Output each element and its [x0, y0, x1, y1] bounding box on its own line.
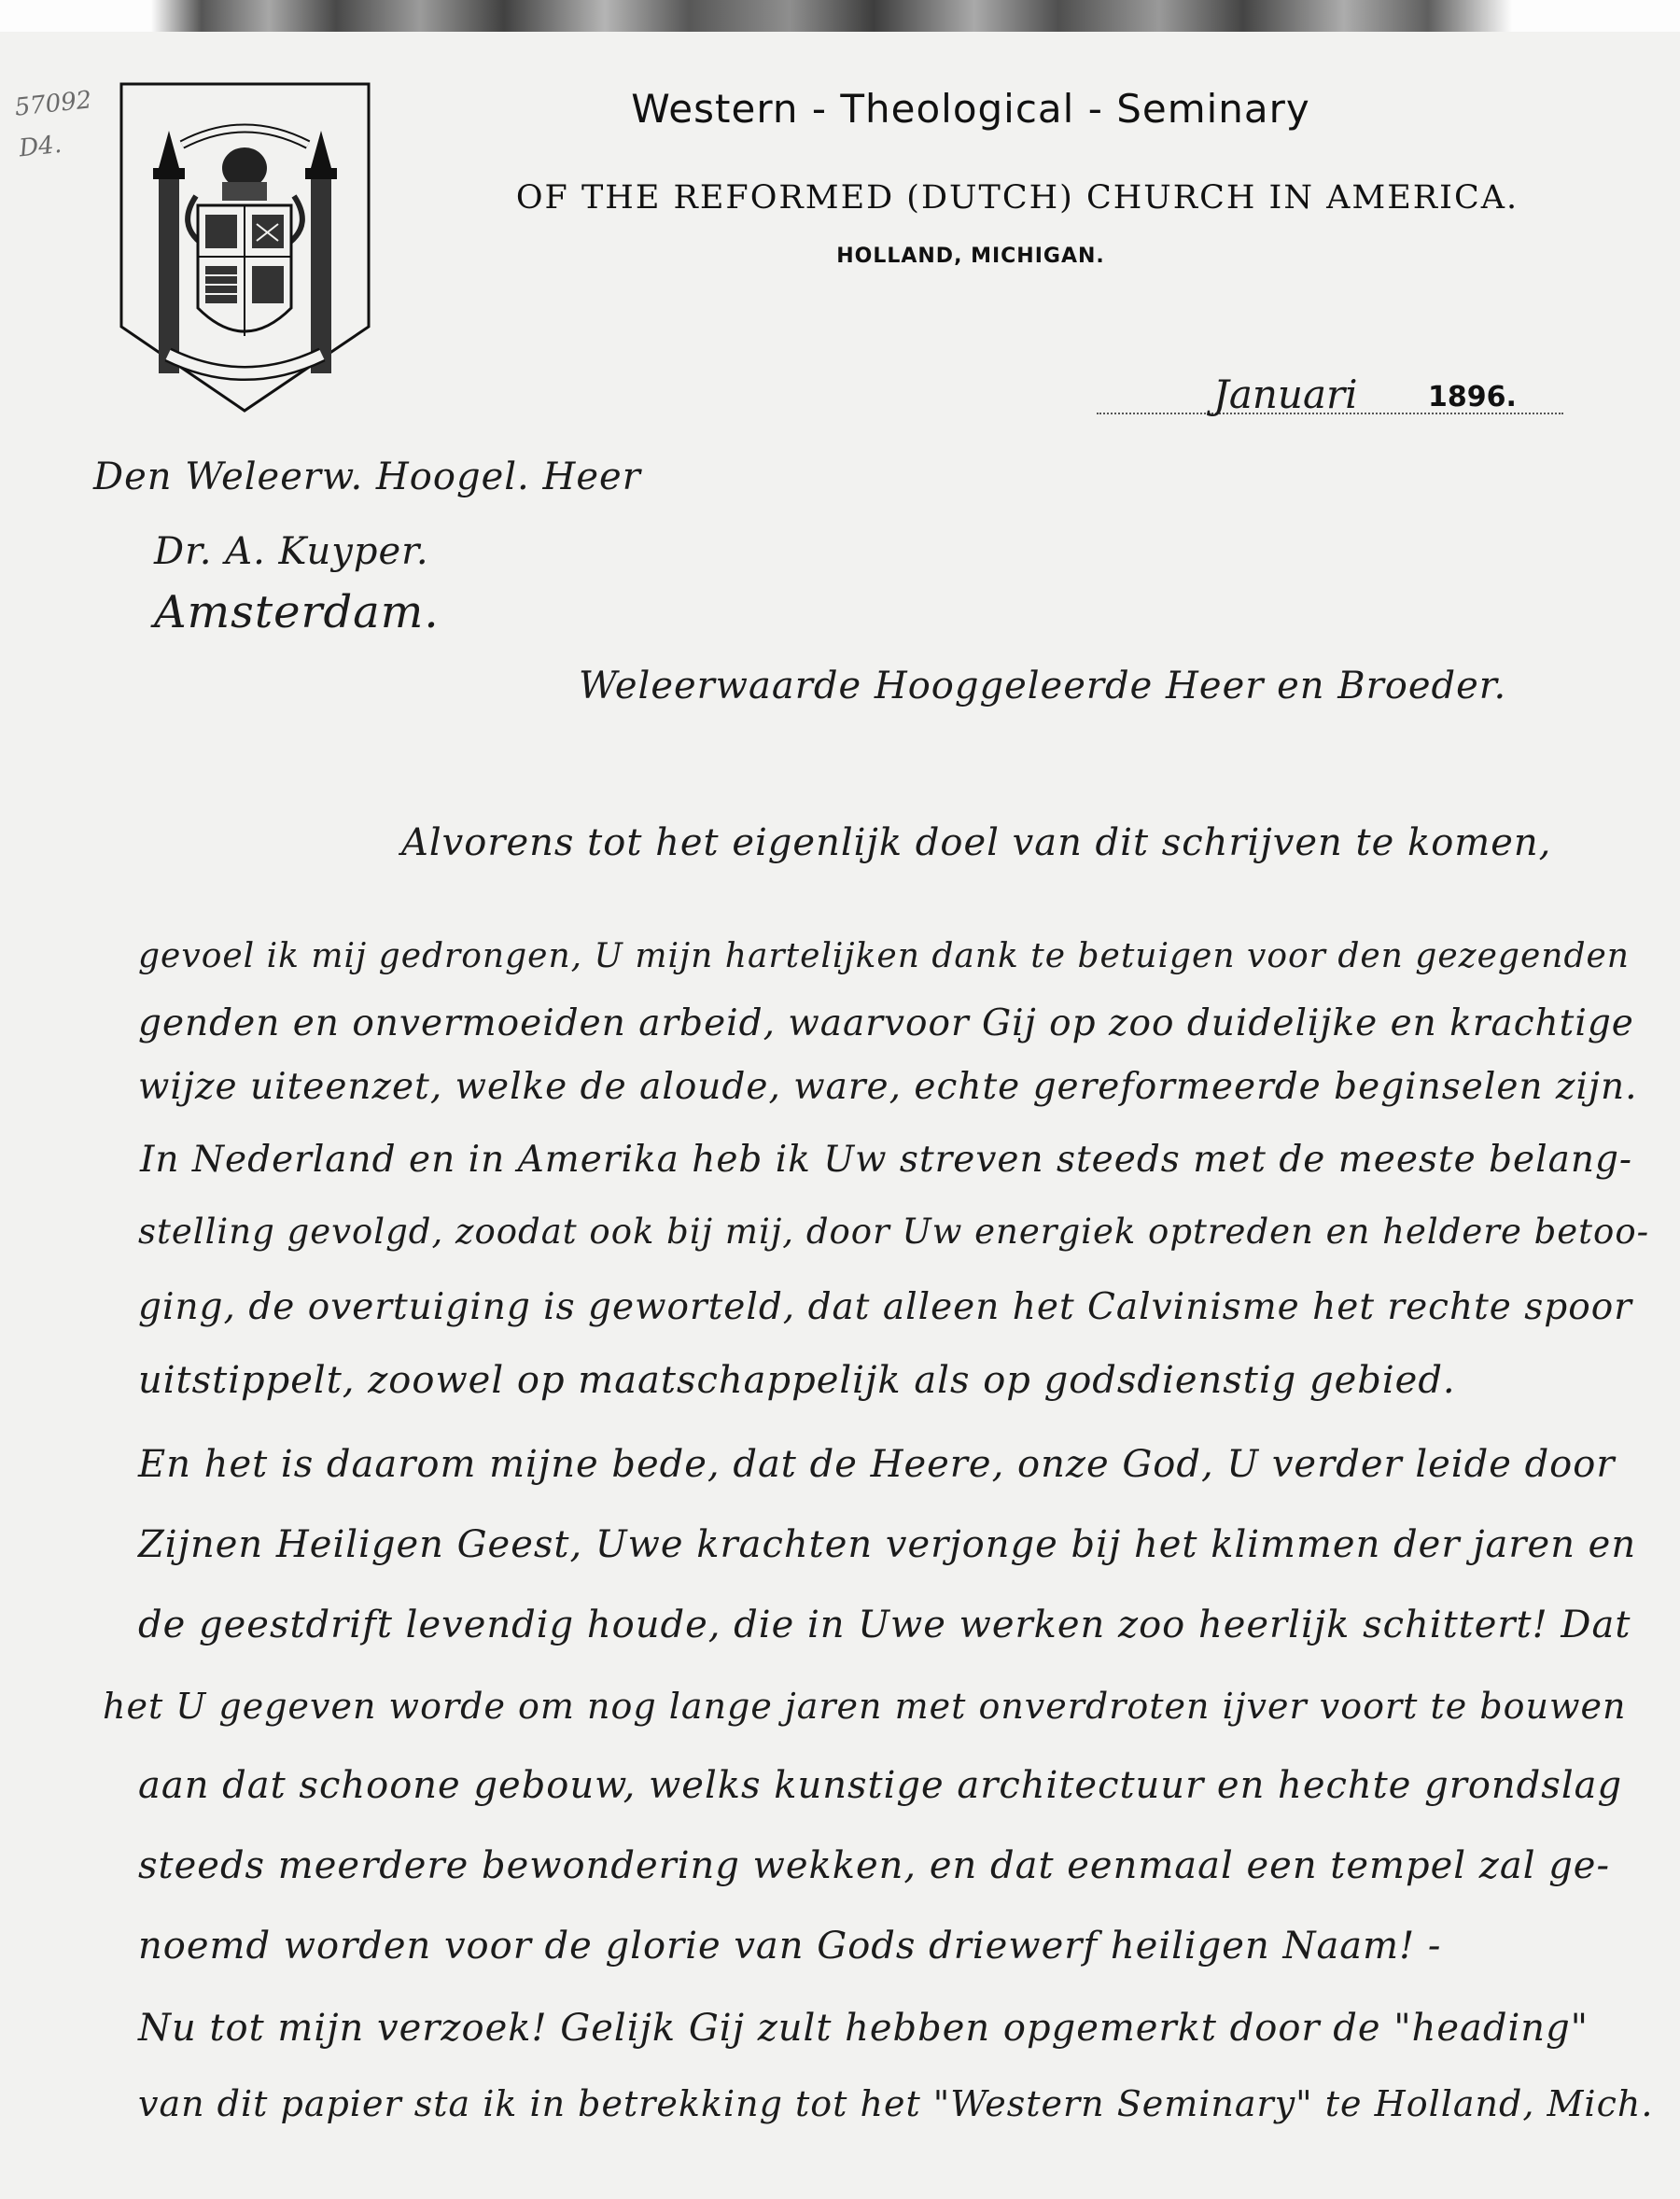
body-line: ging, de overtuiging is geworteld, dat alleen het Calvinisme het rechte spoor — [138, 1286, 1632, 1328]
body-line: In Nederland en in Amerika heb ik Uw streven steeds met de meeste belang- — [140, 1139, 1633, 1181]
body-line: van dit papier sta ik in betrekking tot het "Western Seminary" te Holland, Mich. — [138, 2083, 1654, 2124]
letterhead-title: Western - Theological - Seminary — [631, 86, 1310, 132]
address-line-2: Dr. A. Kuyper. — [154, 530, 429, 573]
letterhead-place: HOLLAND, MICHIGAN. — [836, 245, 1105, 268]
body-line: wijze uiteenzet, welke de aloude, ware, echte gereformeerde beginselen zijn. — [138, 1066, 1638, 1108]
body-line: aan dat schoone gebouw, welks kunstige architectuur en hechte grondslag — [138, 1764, 1623, 1807]
body-line: het U gegeven worde om nog lange jaren met onverdroten ijver voort te bouwen — [103, 1686, 1627, 1727]
body-line: gevoel ik mij gedrongen, U mijn hartelijken dank te betuigen voor den gezegenden — [138, 937, 1630, 975]
body-line: En het is daarom mijne bede, dat de Heere, onze God, U verder leide door — [138, 1443, 1616, 1486]
archive-margin-note — [13, 81, 93, 170]
date-year: 1896. — [1428, 381, 1517, 413]
date-month: Januari — [1213, 371, 1358, 417]
body-line: genden en onvermoeiden arbeid, waarvoor Gij op zoo duidelijke en krachtige — [138, 1002, 1634, 1044]
body-line: Zijnen Heiligen Geest, Uwe krachten verjonge bij het klimmen der jaren en — [138, 1523, 1637, 1566]
margin-note-code: D4. — [17, 130, 63, 163]
body-line: noemd worden voor de glorie van Gods driewerf heiligen Naam! - — [138, 1925, 1442, 1968]
body-line: steeds meerdere bewondering wekken, en dat eenmaal een tempel zal ge- — [138, 1844, 1610, 1887]
salutation: Weleerwaarde Hooggeleerde Heer en Broeder. — [579, 665, 1507, 707]
body-line: Nu tot mijn verzoek! Gelijk Gij zult hebben opgemerkt door de "heading" — [138, 2007, 1589, 2050]
address-line-3: Amsterdam. — [154, 586, 440, 638]
body-line: stelling gevolgd, zoodat ook bij mij, door Uw energiek optreden en heldere betoo- — [138, 1212, 1650, 1252]
letterhead-subtitle: OF THE REFORMED (DUTCH) CHURCH IN AMERICA. — [515, 179, 1519, 217]
body-line: de geestdrift levendig houde, die in Uwe werken zoo heerlijk schittert! Dat — [138, 1604, 1631, 1646]
address-line-1: Den Weleerw. Hoogel. Heer — [93, 455, 641, 498]
body-line: uitstippelt, zoowel op maatschappelijk als op godsdienstig gebied. — [138, 1359, 1456, 1402]
body-line: Alvorens tot het eigenlijk doel van dit schrijven te komen, — [401, 821, 1552, 864]
seminary-crest-icon — [112, 75, 378, 420]
scan-top-edge — [0, 0, 1680, 32]
margin-note-number: 57092 — [13, 86, 93, 122]
